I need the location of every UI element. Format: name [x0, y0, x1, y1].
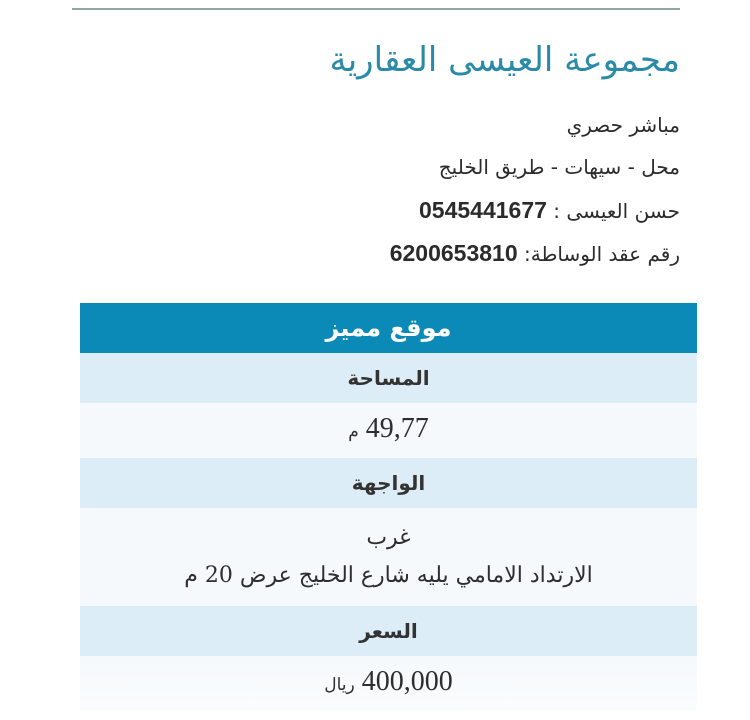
frontage-value [80, 508, 697, 606]
price-value [80, 656, 697, 710]
listing-type: مباشر حصري [566, 113, 680, 137]
top-divider [72, 8, 680, 10]
brokerage-contract-line [390, 240, 680, 267]
frontage-label: الواجهة [80, 458, 697, 508]
property-details-table [80, 303, 697, 710]
contact-phone[interactable]: 0545441677 [418, 197, 547, 223]
table-title: موقع مميز [80, 303, 697, 353]
property-location: محل - سيهات - طريق الخليج [438, 155, 680, 179]
area-label: المساحة [80, 353, 697, 403]
contact-line [419, 197, 680, 224]
frontage-description: الارتداد الامامي يليه شارع الخليج عرض 20 م [184, 563, 593, 588]
area-unit: م [348, 422, 359, 442]
price-label: السعر [80, 606, 697, 656]
frontage-direction: غرب [366, 525, 411, 550]
area-number: 49,77 [365, 413, 429, 444]
area-value [80, 403, 697, 458]
contact-name-label: حسن العيسى : [553, 199, 680, 223]
price-number: 400,000 [361, 665, 453, 697]
company-title: مجموعة العيسى العقارية [329, 40, 680, 80]
price-currency: ريال [324, 674, 355, 695]
contract-label: رقم عقد الوساطة: [523, 242, 680, 266]
contract-number: 6200653810 [389, 240, 518, 266]
